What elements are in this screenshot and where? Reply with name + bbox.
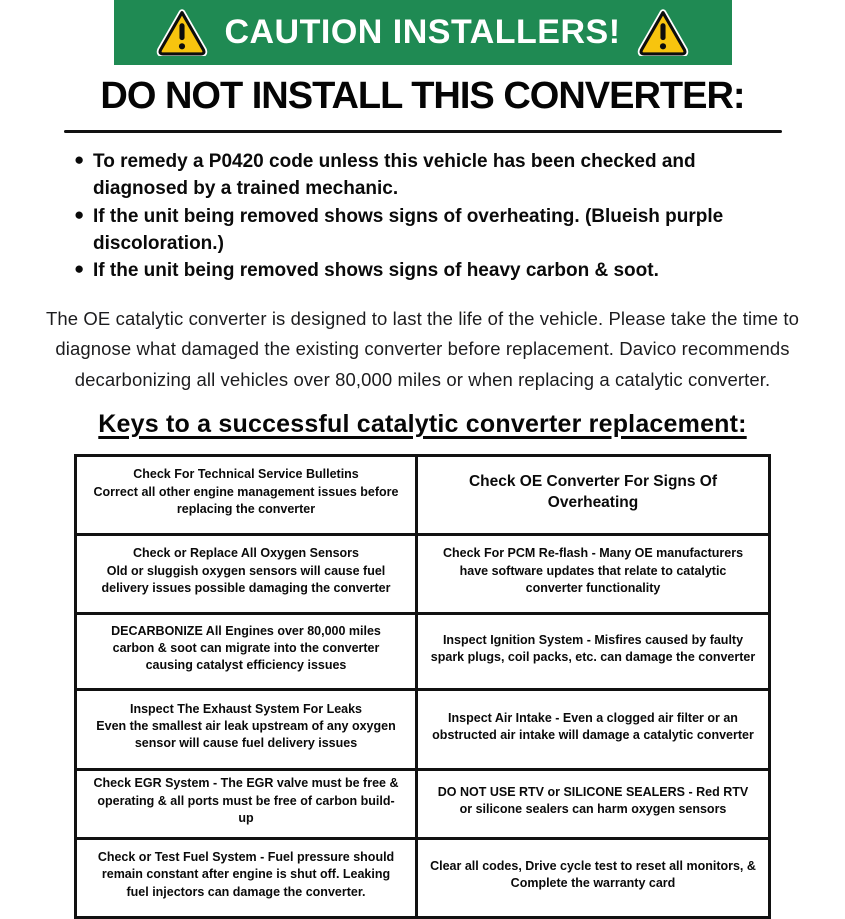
table-cell-right [417,839,770,918]
cell-line: DO NOT USE RTV or SILICONE SEALERS - Red RTV or silicone sealers can harm oxygen sensors [437,784,749,817]
warning-triangle-icon [637,9,689,56]
bullet-icon: ● [74,259,85,279]
page-title: DO NOT INSTALL THIS CONVERTER: [100,75,745,117]
table-cell-left [76,456,417,535]
cell-line: Inspect Air Intake - Even a clogged air filter or an obstructed air intake will damage a catalytic converter [432,710,754,742]
banner-title: CAUTION INSTALLERS! [224,13,621,51]
bullet-icon: ● [74,204,85,224]
cell-line: Even the smallest air leak upstream of any oxygen sensor will cause fuel delivery issues [96,719,396,751]
table-cell-left [76,535,417,614]
table-row [76,690,770,770]
list-item [74,257,746,284]
table-cell-right [417,770,770,839]
cell-line: Clear all codes, Drive cycle test to reset all monitors, & Complete the warranty card [430,858,756,891]
caution-banner [114,0,732,65]
list-item-text: If the unit being removed shows signs of overheating. (Blueish purple discoloration.) [93,205,724,255]
list-item-text: To remedy a P0420 code unless this vehicle has been checked and diagnosed by a trained mechanic. [93,151,696,200]
cell-line: Check For Technical Service Bulletins [133,467,359,482]
table-row [76,456,770,535]
cell-line: Check For PCM Re-flash - Many OE manufacturers have software updates that relate to catalytic converter functionality [442,546,744,595]
table-cell-left [76,690,417,770]
table-cell-left [76,770,417,839]
table-cell-right [417,690,770,770]
table-row [76,535,770,614]
keys-table [74,454,771,919]
list-item [74,203,746,258]
cell-line: Correct all other engine management issues before replacing the converter [93,484,399,516]
cell-line: DECARBONIZE All Engines over 80,000 miles carbon & soot can migrate into the converter causing catalyst efficiency issues [111,623,381,673]
bullet-icon: ● [74,150,85,169]
table-row [76,770,770,839]
cell-line: Check EGR System - The EGR valve must be free & operating & all ports must be free of carbon build-up [93,776,399,825]
list-item-text: If the unit being removed shows signs of heavy carbon & soot. [93,260,659,282]
table-cell-left [76,839,417,918]
cell-line: Check or Test Fuel System - Fuel pressure should remain constant after engine is shut off. Leaking fuel injectors can damage the converter. [97,850,395,899]
cell-line: Inspect Ignition System - Misfires caused by faulty spark plugs, coil packs, etc. can damage the converter [430,632,756,664]
keys-table-body [76,456,770,918]
warning-list [74,148,746,285]
cell-line: Check OE Converter For Signs Of Overheating [468,472,718,512]
keys-heading: Keys to a successful catalytic converter replacement: [98,410,747,439]
table-cell-right [417,456,770,535]
table-row [76,614,770,690]
cell-line: Check or Replace All Oxygen Sensors [132,546,359,561]
table-cell-right [417,614,770,690]
advisory-paragraph: The OE catalytic converter is designed to last the life of the vehicle. Please take the time to diagnose what damaged the existing converter before replacement. Davico recommends decarbonizing all vehicles over 80,000 miles or when replacing a catalytic converter. [46,307,799,390]
cell-line: Old or sluggish oxygen sensors will cause fuel delivery issues possible damaging the converter [101,563,391,595]
table-cell-right [417,535,770,614]
warning-triangle-icon [156,9,208,56]
divider-line [64,130,782,133]
table-cell-left [76,614,417,690]
table-row [76,839,770,918]
list-item [74,148,746,203]
cell-line: Inspect The Exhaust System For Leaks [129,701,363,716]
